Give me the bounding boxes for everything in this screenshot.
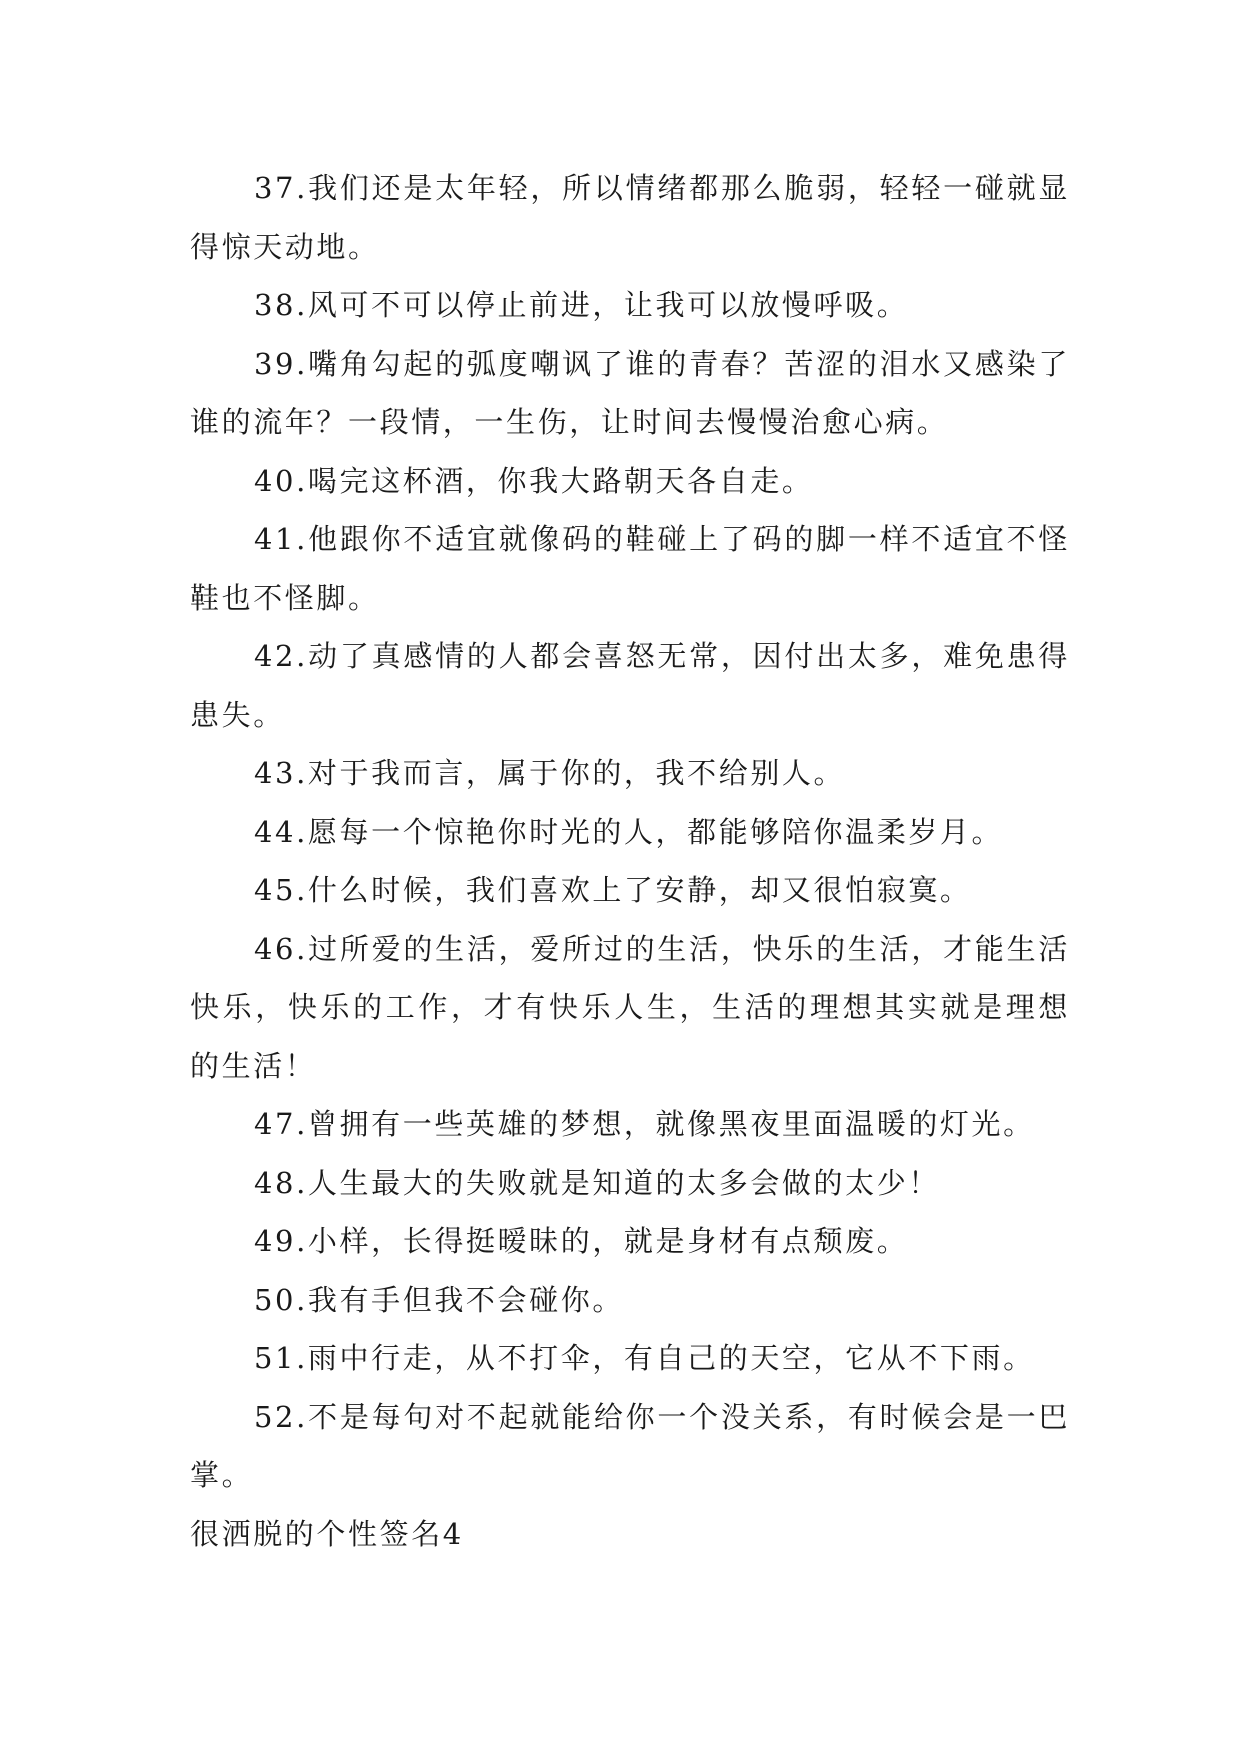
paragraph-45: 45.什么时候，我们喜欢上了安静，却又很怕寂寞。 bbox=[254, 873, 972, 907]
paragraph-47: 47.曾拥有一些英雄的梦想，就像黑夜里面温暖的灯光。 bbox=[254, 1107, 1035, 1141]
paragraph-46: 46.过所爱的生活，爱所过的生活，快乐的生活，才能生活快乐，快乐的工作，才有快乐人生，生活的理想其实就是理想的生活！ bbox=[190, 931, 1070, 1083]
paragraph-51: 51.雨中行走，从不打伞，有自己的天空，它从不下雨。 bbox=[254, 1341, 1035, 1375]
paragraph-42: 42.动了真感情的人都会喜怒无常，因付出太多，难免患得患失。 bbox=[190, 639, 1070, 732]
paragraph-49: 49.小样，长得挺暧昧的，就是身材有点颓废。 bbox=[254, 1224, 909, 1258]
paragraph-50: 50.我有手但我不会碰你。 bbox=[254, 1282, 624, 1317]
paragraph-43: 43.对于我而言，属于你的，我不给别人。 bbox=[254, 756, 846, 790]
paragraph-38: 38.风可不可以停止前进，让我可以放慢呼吸。 bbox=[254, 288, 909, 322]
paragraph-52: 52.不是每句对不起就能给你一个没关系，有时候会是一巴掌。 bbox=[190, 1399, 1070, 1492]
paragraph-37: 37.我们还是太年轻，所以情绪都那么脆弱，轻轻一碰就显得惊天动地。 bbox=[190, 171, 1070, 264]
paragraph-44: 44.愿每一个惊艳你时光的人，都能够陪你温柔岁月。 bbox=[254, 814, 1004, 849]
paragraph-41: 41.他跟你不适宜就像码的鞋碰上了码的脚一样不适宜不怪鞋也不怪脚。 bbox=[190, 522, 1070, 615]
paragraph-40: 40.喝完这杯酒，你我大路朝天各自走。 bbox=[254, 463, 814, 498]
section-heading: 很洒脱的个性签名4 bbox=[190, 1516, 464, 1551]
paragraph-39: 39.嘴角勾起的弧度嘲讽了谁的青春？苦涩的泪水又感染了谁的流年？一段情，一生伤，让时间去慢慢治愈心病。 bbox=[190, 346, 1070, 439]
document-body bbox=[190, 159, 1070, 1563]
paragraph-48: 48.人生最大的失败就是知道的太多会做的太少！ bbox=[254, 1165, 940, 1200]
